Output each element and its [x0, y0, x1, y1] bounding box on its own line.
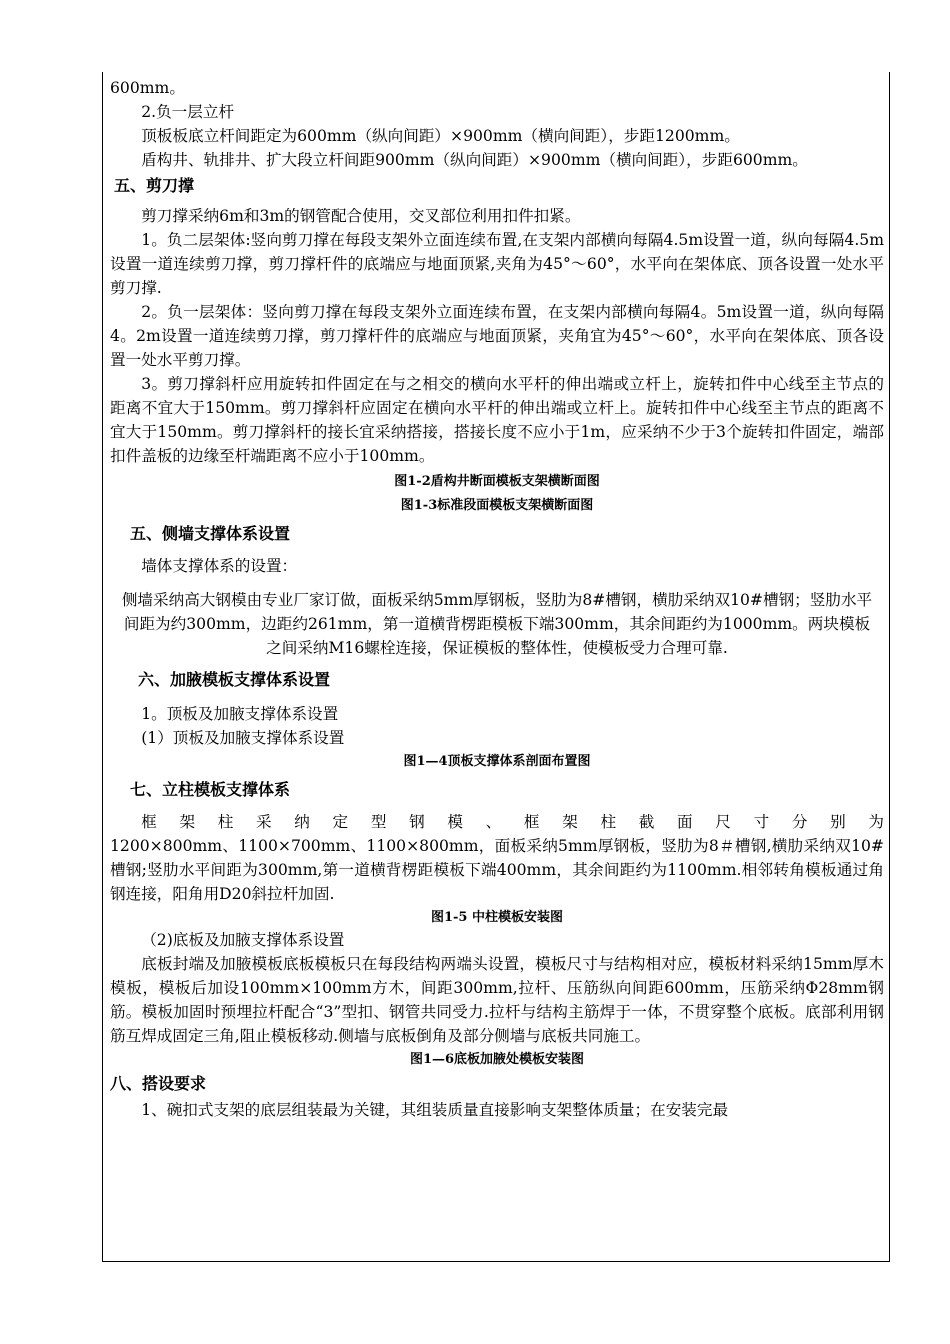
- document-body: [110, 76, 884, 1122]
- paragraph: 3。剪刀撑斜杆应用旋转扣件固定在与之相交的横向水平杆的伸出端或立杆上，旋转扣件中心线至主节点的距离不宜大于150mm。剪刀撑斜杆应固定在横向水平杆的伸出端或立杆上。旋转扣件中心线至主节点的距离不宜大于150mm。剪刀撑斜杆的接长宜采纳搭接，搭接长度不应小于1m，应采纳不少于3个旋转扣件固定，端部扣件盖板的边缘至杆端距离不应小于100mm。: [110, 375, 884, 465]
- paragraph: 底板封端及加腋模板底板模板只在每段结构两端头设置，模板尺寸与结构相对应，模板材料采纳15mm厚木模板，模板后加设100mm×100mm方木，间距300mm,拉杆、压筋纵向间距600mm，压筋采纳Φ28mm钢筋。模板加固时预埋拉杆配合“3”型扣、钢管共同受力.拉杆与结构主筋焊于一体，不贯穿整个底板。底部利用钢筋互焊成固定三角,阻止模板移动.侧墙与底板倒角及部分侧墙与底板共同施工。: [110, 955, 884, 1045]
- figure-caption: 图1-3标准段面模板支架横断面图: [400, 498, 594, 513]
- section-heading: 八、搭设要求: [110, 1074, 207, 1093]
- paragraph: 1、碗扣式支架的底层组装最为关键，其组装质量直接影响支架整体质量；在安装完最: [141, 1101, 729, 1119]
- paragraph: 框架柱采纳定型钢模、框架柱截面尺寸分别为: [141, 813, 884, 831]
- paragraph: 1200×800mm、1100×700mm、1100×800mm，面板采纳5mm厚钢板，竖肋为8＃槽钢,横肋采纳双10#槽钢;竖肋水平间距为300mm,第一道横背楞距模板下端400mm，其余间距约为1100mm.相邻转角模板通过角钢连接，阳角用D20斜拉杆加固.: [110, 837, 884, 903]
- paragraph: 盾构井、轨排井、扩大段立杆间距900mm（纵向间距）×900mm（横向间距），步距600mm。: [141, 151, 808, 169]
- paragraph: 侧墙采纳高大钢模由专业厂家订做，面板采纳5mm厚钢板，竖肋为8#槽钢，横肋采纳双10#槽钢；竖肋水平间距为约300mm，边距约261mm，第一道横背楞距模板下端300mm，其余间距约为1000mm。两块模板之间采纳M16螺栓连接，保证模板的整体性，使模板受力合理可靠.: [121, 591, 873, 657]
- section-heading: 七、立柱模板支撑体系: [130, 780, 291, 799]
- paragraph: 剪刀撑采纳6m和3m的钢管配合使用，交叉部位利用扣件扣紧。: [141, 207, 581, 225]
- paragraph: 600mm。: [110, 79, 185, 97]
- section-heading: 六、加腋模板支撑体系设置: [138, 670, 331, 689]
- section-heading: 五、剪刀撑: [114, 176, 195, 195]
- paragraph: 1。顶板及加腋支撑体系设置: [141, 705, 339, 723]
- figure-caption: 图1—6底板加腋处模板安装图: [409, 1052, 585, 1067]
- figure-caption: 图1-5 中柱模板安装图: [430, 910, 563, 925]
- figure-caption: 图1-2盾构井断面模板支架横断面图: [394, 474, 600, 489]
- paragraph: 2。负一层架体：竖向剪刀撑在每段支架外立面连续布置，在支架内部横向每隔4。5m设置一道，纵向每隔4。2m设置一道连续剪刀撑，剪刀撑杆件的底端应与地面顶紧，夹角宜为45°～60°，水平向在架体底、顶各设置一处水平剪刀撑。: [110, 303, 884, 369]
- paragraph: 墙体支撑体系的设置：: [141, 557, 298, 575]
- subheading: 2.负一层立杆: [141, 103, 235, 121]
- paragraph: (1）顶板及加腋支撑体系设置: [141, 729, 345, 747]
- table-bottom-border: [102, 1261, 890, 1262]
- figure-caption: 图1—4顶板支撑体系剖面布置图: [403, 754, 591, 769]
- subheading: （2)底板及加腋支撑体系设置: [141, 931, 345, 949]
- paragraph: 顶板板底立杆间距定为600mm（纵向间距）×900mm（横向间距），步距1200mm。: [141, 127, 740, 145]
- section-heading: 五、侧墙支撑体系设置: [130, 524, 291, 543]
- paragraph: 1。负二层架体:竖向剪刀撑在每段支架外立面连续布置,在支架内部横向每隔4.5m设置一道，纵向每隔4.5m设置一道连续剪刀撑，剪刀撑杆件的底端应与地面顶紧,夹角为45°～60°，水平向在架体底、顶各设置一处水平剪刀撑.: [110, 231, 884, 297]
